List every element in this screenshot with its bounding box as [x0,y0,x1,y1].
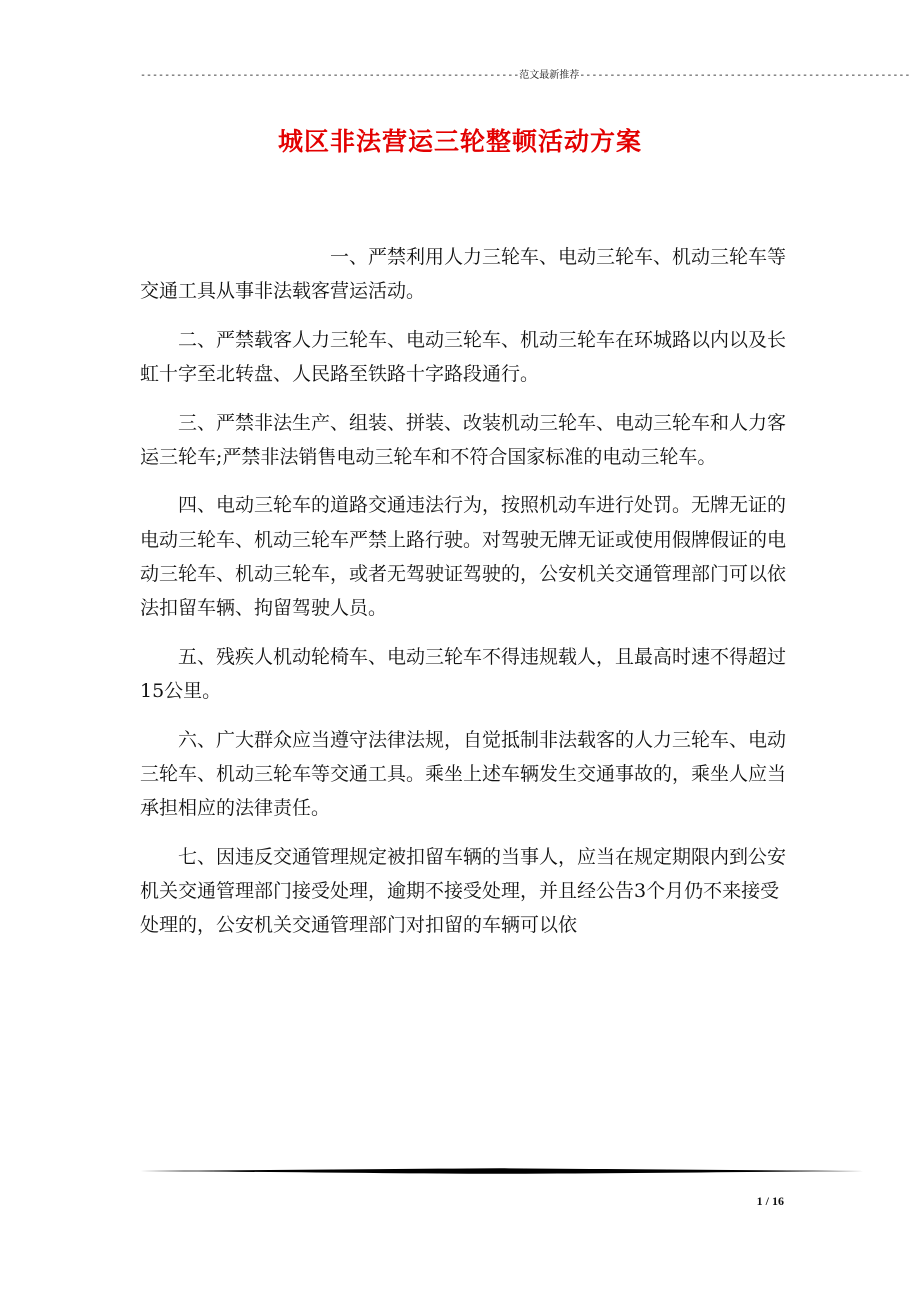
paragraph-7: 七、因违反交通管理规定被扣留车辆的当事人，应当在规定期限内到公安机关交通管理部门接受处理，逾期不接受处理，并且经公告3个月仍不来接受处理的，公安机关交通管理部门对扣留的车辆可以依 [140,845,787,937]
document-title: 城区非法营运三轮整顿活动方案 [277,127,642,156]
paragraph-2: 二、严禁载客人力三轮车、电动三轮车、机动三轮车在环城路以内以及长虹十字至北转盘、人民路至铁路十字路段通行。 [140,328,787,386]
paragraph-5: 五、残疾人机动轮椅车、电动三轮车不得违规载人，且最高时速不得超过15公里。 [140,645,787,703]
paragraph-4: 四、电动三轮车的道路交通违法行为，按照机动车进行处罚。无牌无证的电动三轮车、机动三轮车严禁上路行驶。对驾驶无牌无证或使用假牌假证的电动三轮车、机动三轮车，或者无驾驶证驾驶的，公安机关交通管理部门可以依法扣留车辆、拘留驾驶人员。 [140,494,787,620]
page-number: 1 / 16 [756,1194,784,1208]
paragraph-3: 三、严禁非法生产、组装、拼装、改装机动三轮车、电动三轮车和人力客运三轮车;严禁非法销售电动三轮车和不符合国家标准的电动三轮车。 [140,411,787,468]
paragraph-1: 一、严禁利用人力三轮车、电动三轮车、机动三轮车等交通工具从事非法载客营运活动。 [140,246,787,303]
document-body [140,240,790,957]
footer-rule [140,1167,864,1175]
top-header: ---------------------------------------------------------------范文最新推荐------------------------------------------------------- [140,70,911,81]
paragraph-6: 六、广大群众应当遵守法律法规，自觉抵制非法载客的人力三轮车、电动三轮车、机动三轮车等交通工具。乘坐上述车辆发生交通事故的，乘坐人应当承担相应的法律责任。 [140,728,787,820]
